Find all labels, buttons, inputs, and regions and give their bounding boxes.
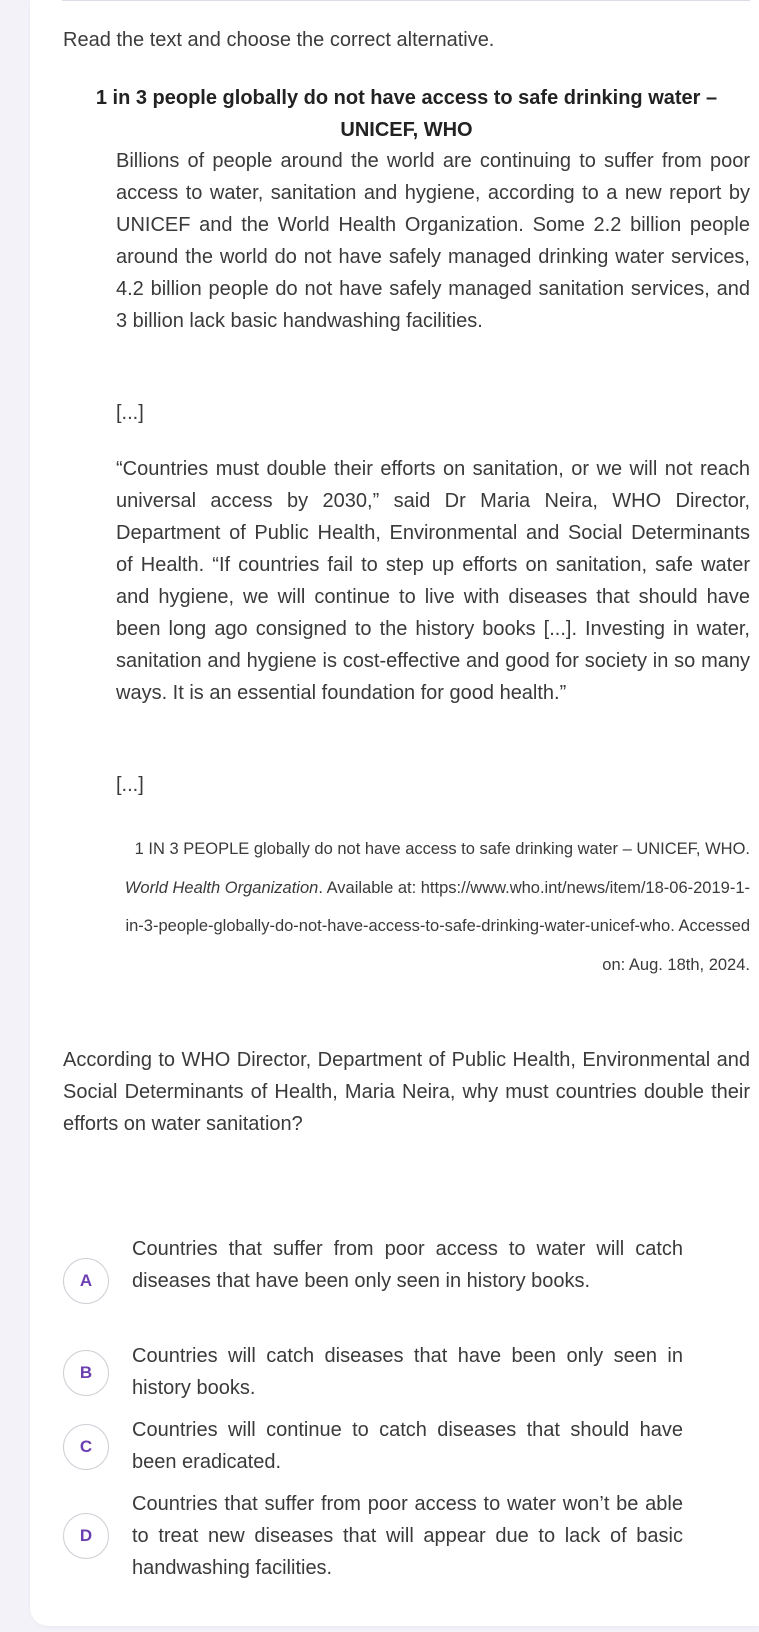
instruction-text: Read the text and choose the correct alternative.: [63, 29, 495, 51]
option-d-letter[interactable]: D: [63, 1513, 109, 1559]
reference-source: World Health Organization: [124, 878, 319, 897]
article-paragraph-1: Billions of people around the world are continuing to suffer from poor access to water, sanitation and hygiene, according to a new report by UNICEF and the World Health Organization. Some 2.2 billion people around the world do not have safely managed drinking water services, 4.2 billion people do not have safely managed sanitation services, and 3 billion lack basic handwashing facilities.: [116, 150, 750, 332]
article-ellipsis-1: [...]: [116, 402, 144, 424]
article-ellipsis-2: [...]: [116, 774, 144, 796]
article-reference: [116, 830, 750, 984]
option-d-text[interactable]: Countries that suffer from poor access to water won’t be able to treat new diseases that will appear due to lack of basic handwashing facilities.: [132, 1493, 683, 1579]
option-a-text[interactable]: Countries that suffer from poor access to water will catch diseases that have been only seen in history books.: [132, 1238, 683, 1292]
option-b-text[interactable]: Countries will catch diseases that have been only seen in history books.: [132, 1345, 683, 1399]
option-c-text[interactable]: Countries will continue to catch diseases that should have been eradicated.: [132, 1419, 683, 1473]
question-text: According to WHO Director, Department of Public Health, Environmental and Social Determinants of Health, Maria Neira, why must countries double their efforts on water sanitation?: [63, 1049, 750, 1135]
article-title: 1 in 3 people globally do not have access to safe drinking water – UNICEF, WHO: [95, 87, 718, 141]
article-paragraph-2: “Countries must double their efforts on sanitation, or we will not reach universal access by 2030,” said Dr Maria Neira, WHO Director, Department of Public Health, Environmental and Social Determinants of Health. “If countries fail to step up efforts on sanitation, safe water and hygiene, we will continue to live with diseases that should have been long ago consigned to the history books [...]. Investing in water, sanitation and hygiene is cost-effective and good for society in so many ways. It is an essential foundation for good health.”: [116, 458, 750, 704]
reference-text: 1 IN 3 PEOPLE globally do not have access to safe drinking water – UNICEF, WHO.: [134, 840, 750, 858]
option-b-letter[interactable]: B: [63, 1350, 109, 1396]
option-a-letter[interactable]: A: [63, 1258, 109, 1304]
divider: [62, 0, 750, 1]
reference-availability: . Available at: https://www.who.int/news/item/18-06-2019-1-in-3-people-globally-do-not-have-access-to-safe-drinking-water-unicef-who. Accessed on: Aug. 18th, 2024.: [125, 878, 750, 974]
option-c-letter[interactable]: C: [63, 1424, 109, 1470]
